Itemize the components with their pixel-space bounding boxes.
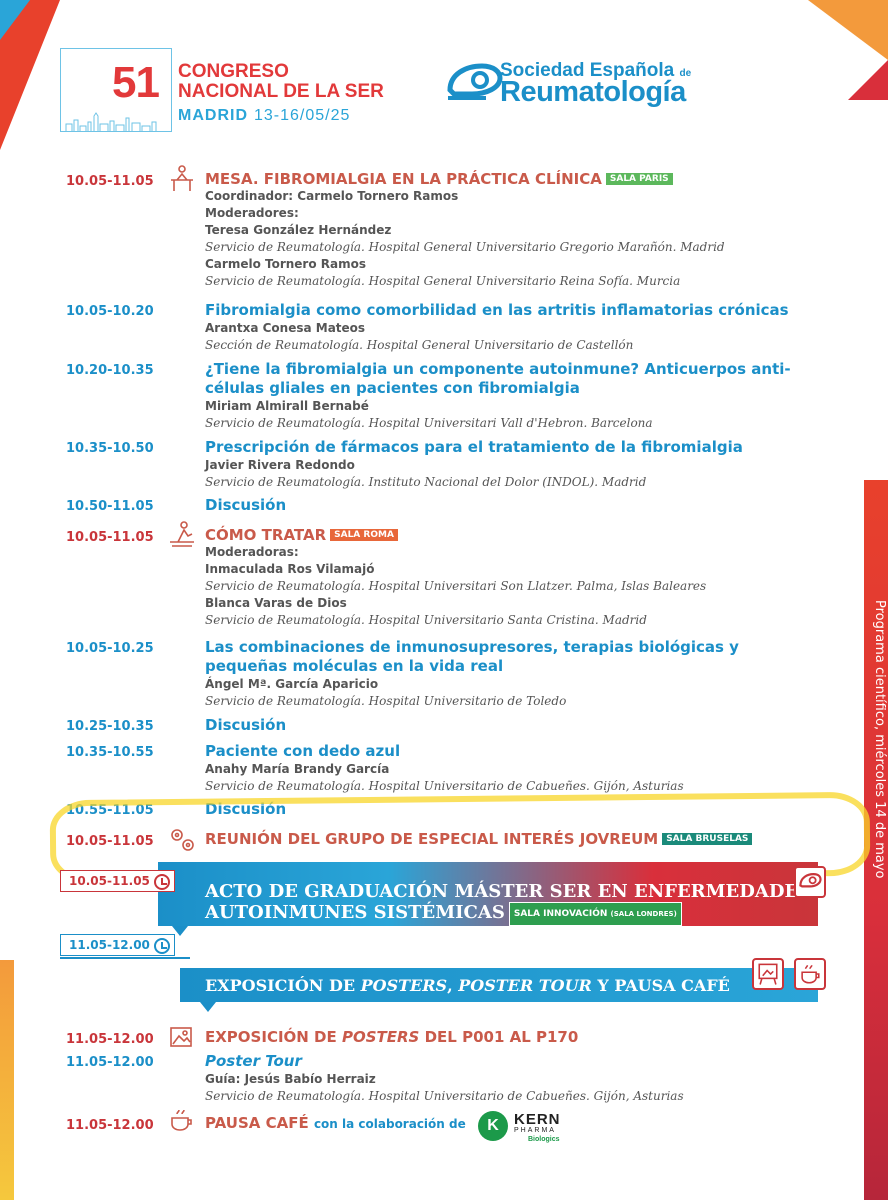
session-time: 11.05-12.00 — [66, 1032, 154, 1047]
talk-title: Prescripción de fármacos para el tratamiento de la fibromialgia — [205, 438, 743, 456]
coffee-cup-icon — [794, 958, 826, 990]
talk-time: 10.05-10.20 — [66, 304, 154, 319]
talk-time: 10.25-10.35 — [66, 719, 154, 734]
sponsor-subtitle: PHARMA — [514, 1127, 556, 1134]
room-badge: SALA ROMA — [330, 529, 398, 541]
corner-decoration — [808, 0, 888, 60]
room-badge: SALA INNOVACIÓN (SALA LONDRES) — [509, 902, 682, 926]
talk-time: 11.05-12.00 — [66, 1055, 154, 1070]
moderator-name: Carmelo Tornero Ramos — [205, 257, 367, 271]
congress-number: 51 — [112, 58, 159, 107]
banner-notch — [200, 1002, 216, 1012]
ser-logo-icon — [446, 60, 504, 102]
speaker-institution: Servicio de Reumatología. Instituto Nacional del Dolor (INDOL). Madrid — [205, 475, 647, 489]
speaker-institution: Servicio de Reumatología. Hospital Universitari Vall d'Hebron. Barcelona — [205, 416, 653, 430]
posters-time: 11.05-12.00 — [60, 934, 175, 956]
talk-title: Las combinaciones de inmunosupresores, terapias biológicas y pequeñas moléculas en la vida real — [205, 638, 739, 675]
talk-title: Discusión — [205, 800, 287, 818]
session-time: 10.05-11.05 — [66, 834, 154, 849]
sponsor-name: KERN — [514, 1111, 561, 1128]
talk-title: Poster Tour — [205, 1052, 302, 1070]
speaker-name: Ángel Mª. García Aparicio — [205, 677, 379, 691]
talk-time: 10.20-10.35 — [66, 363, 154, 378]
talk-title: Paciente con dedo azul — [205, 742, 401, 760]
room-badge: SALA BRUSELAS — [662, 833, 752, 845]
lecture-table-icon — [168, 164, 196, 192]
clock-icon — [154, 874, 170, 890]
graduation-title: ACTO DE GRADUACIÓN MÁSTER SER EN ENFERMEDADES AUTOINMUNES SISTÉMICAS SALA INNOVACIÓN (SALA LONDRES) — [205, 882, 811, 926]
madrid-skyline-icon — [64, 112, 164, 132]
moderator-institution: Servicio de Reumatología. Hospital General Universitario Gregorio Marañón. Madrid — [205, 240, 725, 254]
talk-time: 10.35-10.55 — [66, 745, 154, 760]
coffee-cup-icon — [168, 1106, 196, 1134]
posters-banner-title: EXPOSICIÓN DE POSTERS, POSTER TOUR Y PAUSA CAFÉ — [205, 976, 730, 995]
moderators-label: Moderadores: — [205, 206, 299, 220]
moderator-institution: Servicio de Reumatología. Hospital Universitari Son Llatzer. Palma, Islas Baleares — [205, 579, 707, 593]
moderators-label: Moderadoras: — [205, 545, 299, 559]
moderator-name: Teresa González Hernández — [205, 223, 392, 237]
talk-time: 10.55-11.05 — [66, 803, 154, 818]
room-badge: SALA PARIS — [606, 173, 673, 185]
image-poster-icon — [168, 1024, 194, 1050]
society-name-line2: Reumatología — [500, 76, 686, 108]
sponsor-subtitle: Biologics — [528, 1136, 560, 1143]
corner-decoration — [848, 60, 888, 100]
talk-time: 10.50-11.05 — [66, 499, 154, 514]
corner-decoration — [0, 0, 30, 40]
session-title: REUNIÓN DEL GRUPO DE ESPECIAL INTERÉS JOVREUM SALA BRUSELAS — [205, 830, 805, 848]
speaker-institution: Sección de Reumatología. Hospital General Universitario de Castellón — [205, 338, 634, 352]
talk-title: ¿Tiene la fibromialgia un componente autoinmune? Anticuerpos anti- células gliales en pacientes con fibromialgia — [205, 360, 791, 397]
talk-title: Discusión — [205, 716, 287, 734]
moderator-name: Blanca Varas de Dios — [205, 596, 347, 610]
graduation-time: 10.05-11.05 — [60, 870, 175, 892]
session-title: CÓMO TRATAR SALA ROMA — [205, 526, 805, 544]
talk-time: 10.05-10.25 — [66, 641, 154, 656]
talk-title: Discusión — [205, 496, 287, 514]
session-title: EXPOSICIÓN DE POSTERS DEL P001 AL P170 — [205, 1028, 579, 1046]
side-decoration — [0, 960, 14, 1200]
speaker-name: Javier Rivera Redondo — [205, 458, 355, 472]
poster-board-icon — [752, 958, 784, 990]
session-time: 10.05-11.05 — [66, 174, 154, 189]
congress-city-dates: MADRID 13-16/05/25 — [178, 107, 351, 124]
talk-time: 10.35-10.50 — [66, 441, 154, 456]
speaker-name: Arantxa Conesa Mateos — [205, 321, 366, 335]
clock-icon — [154, 938, 170, 954]
congress-title: CONGRESO NACIONAL DE LA SER — [178, 61, 384, 102]
speaker-name: Miriam Almirall Bernabé — [205, 399, 369, 413]
workshop-icon — [168, 520, 196, 548]
moderator-name: Inmaculada Ros Vilamajó — [205, 562, 375, 576]
divider-line — [60, 957, 190, 959]
speaker-institution: Servicio de Reumatología. Hospital Universitario de Toledo — [205, 694, 567, 708]
coordinator: Coordinador: Carmelo Tornero Ramos — [205, 189, 459, 203]
society-name-line1: Sociedad Española de — [500, 60, 692, 81]
moderator-institution: Servicio de Reumatología. Hospital General Universitario Reina Sofía. Murcia — [205, 274, 681, 288]
sponsor-mark: K — [478, 1111, 508, 1141]
session-title: MESA. FIBROMIALGIA EN LA PRÁCTICA CLÍNICA SALA PARIS — [205, 170, 805, 188]
session-time: 11.05-12.00 — [66, 1118, 154, 1133]
speaker-name: Anahy María Brandy García — [205, 762, 390, 776]
talk-title: Fibromialgia como comorbilidad en las artritis inflamatorias crónicas — [205, 301, 789, 319]
session-title: PAUSA CAFÉ con la colaboración de — [205, 1114, 466, 1132]
session-time: 10.05-11.05 — [66, 530, 154, 545]
speaker-institution: Servicio de Reumatología. Hospital Universitario de Cabueñes. Gijón, Asturias — [205, 779, 684, 793]
side-strip-text: Programa científico, miércoles 14 de mayo — [872, 600, 887, 879]
guide-institution: Servicio de Reumatología. Hospital Universitario de Cabueñes. Gijón, Asturias — [205, 1089, 684, 1103]
ser-logo-icon — [794, 866, 826, 898]
guide-name: Guía: Jesús Babío Herraiz — [205, 1072, 376, 1086]
moderator-institution: Servicio de Reumatología. Hospital Universitario Santa Cristina. Madrid — [205, 613, 647, 627]
